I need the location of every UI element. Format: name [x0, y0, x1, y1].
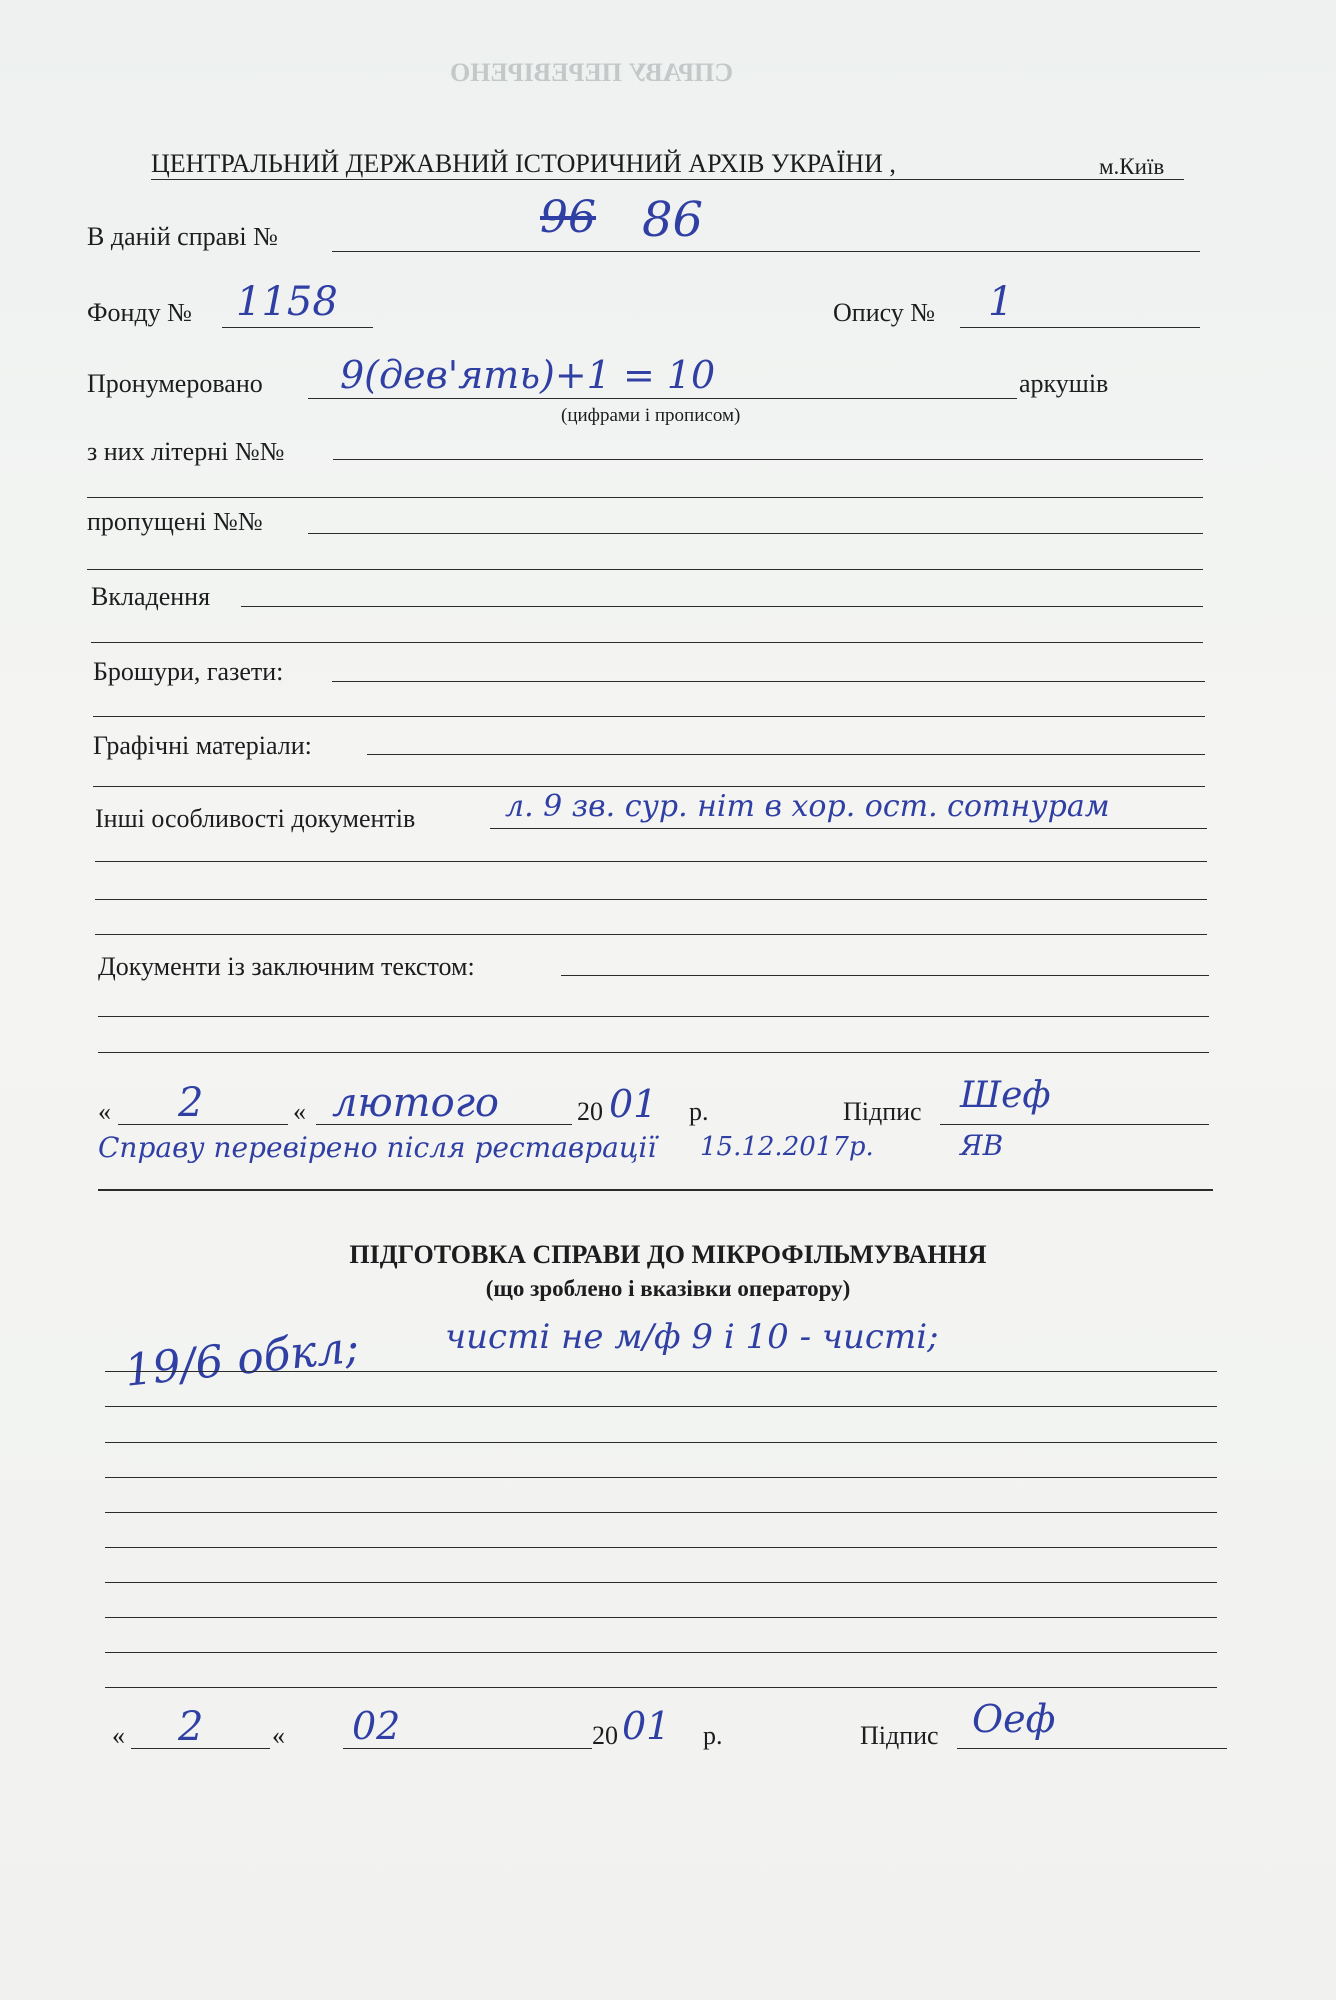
- opys-value: 1: [988, 279, 1014, 325]
- signature1: Шеф: [960, 1075, 1051, 1116]
- section-divider: [98, 1189, 1213, 1191]
- missing-numbers-label: пропущені №№: [87, 507, 263, 536]
- archive-header: ЦЕНТРАЛЬНИЙ ДЕРЖАВНИЙ ІСТОРИЧНИЙ АРХІВ УКРАЇНИ ,: [151, 149, 896, 178]
- header-underline: [151, 179, 1184, 180]
- date1-year-suffix: р.: [689, 1097, 709, 1126]
- fond-value: 1158: [236, 279, 338, 325]
- microfilm-line-1: [105, 1371, 1217, 1372]
- date2-quote-open: «: [112, 1721, 125, 1750]
- restoration-initials: ЯВ: [960, 1129, 1004, 1162]
- graphics-line-2: [93, 786, 1205, 787]
- letter-numbers-label: з них літерні №№: [87, 437, 285, 466]
- signature1-line: [940, 1124, 1209, 1125]
- signature2: Оеф: [972, 1697, 1056, 1741]
- attachments-line: [241, 606, 1203, 607]
- missing-numbers-line: [308, 533, 1203, 534]
- microfilm-line-5: [105, 1512, 1217, 1513]
- graphics-line: [367, 754, 1205, 755]
- graphics-label: Графічні матеріали:: [93, 731, 312, 760]
- numbered-value: 9(дев'ять)+1 = 10: [340, 353, 716, 397]
- date2-year-value: 01: [622, 1704, 671, 1748]
- date1-day-line: [118, 1124, 288, 1125]
- case-number-struck: 96: [540, 192, 596, 243]
- other-features-line-4: [95, 934, 1207, 935]
- other-features-line: [490, 828, 1207, 829]
- microfilm-line-2: [105, 1406, 1217, 1407]
- microfilm-line-7: [105, 1582, 1217, 1583]
- date1-month: лютого: [332, 1080, 499, 1126]
- missing-numbers-line-2: [87, 569, 1203, 570]
- microfilm-note-left: 19/6 обкл;: [122, 1321, 362, 1397]
- date2-year-prefix: 20: [592, 1721, 618, 1750]
- date1-quote-close: «: [293, 1097, 306, 1126]
- fond-label: Фонду №: [87, 298, 192, 327]
- opys-line: [960, 327, 1200, 328]
- numbered-line: [308, 398, 1017, 399]
- case-number-value: 86: [642, 192, 704, 248]
- letter-numbers-line: [333, 459, 1203, 460]
- restoration-note: Справу перевірено після реставрації: [98, 1131, 657, 1164]
- microfilm-line-8: [105, 1617, 1217, 1618]
- date1-year-value: 01: [609, 1082, 658, 1126]
- microfilm-line-3: [105, 1442, 1217, 1443]
- numbered-hint: (цифрами і прописом): [561, 405, 741, 426]
- microfilm-note-right: чисті не м/ф 9 і 10 - чисті;: [445, 1317, 939, 1357]
- microfilm-line-10: [105, 1687, 1217, 1688]
- brochures-line-2: [93, 716, 1205, 717]
- microfilm-line-6: [105, 1547, 1217, 1548]
- restoration-date: 15.12.2017р.: [700, 1132, 874, 1162]
- microfilm-line-9: [105, 1652, 1217, 1653]
- microfilm-title: ПІДГОТОВКА СПРАВИ ДО МІКРОФІЛЬМУВАННЯ: [349, 1240, 987, 1269]
- attachments-line-2: [91, 642, 1203, 643]
- final-text-line-2: [98, 1016, 1209, 1017]
- other-features-line-2: [95, 861, 1207, 862]
- numbered-suffix: аркушів: [1019, 369, 1109, 398]
- numbered-label: Пронумеровано: [87, 369, 263, 398]
- case-label: В даній справі №: [87, 222, 278, 251]
- date2-quote-close: «: [272, 1721, 285, 1750]
- date2-month-line: [343, 1748, 592, 1749]
- letter-numbers-line-2: [87, 497, 1203, 498]
- attachments-label: Вкладення: [91, 582, 211, 611]
- other-features-line-3: [95, 899, 1207, 900]
- date2-day: 2: [178, 1704, 204, 1750]
- brochures-label: Брошури, газети:: [93, 657, 284, 686]
- signature2-line: [957, 1748, 1227, 1749]
- other-features-value: л. 9 зв. сур. ніт в хор. ост. сотнурам: [505, 789, 1110, 824]
- signature2-label: Підпис: [860, 1721, 939, 1750]
- final-text-label: Документи із заключним текстом:: [98, 952, 475, 981]
- date2-month: 02: [352, 1704, 401, 1748]
- microfilm-line-4: [105, 1477, 1217, 1478]
- other-features-label: Інші особливості документів: [95, 804, 416, 833]
- date1-year-prefix: 20: [577, 1097, 603, 1126]
- date1-quote-open: «: [98, 1097, 111, 1126]
- brochures-line: [332, 681, 1205, 682]
- date1-day: 2: [178, 1080, 204, 1126]
- bleed-through-title: СПРАВУ ПЕРЕВІРЕНО: [450, 58, 734, 87]
- city-label: м.Київ: [1099, 154, 1165, 179]
- final-text-line: [561, 975, 1209, 976]
- final-text-line-3: [98, 1052, 1209, 1053]
- microfilm-subtitle: (що зроблено і вказівки оператору): [485, 1276, 851, 1301]
- signature1-label: Підпис: [843, 1097, 922, 1126]
- date2-year-suffix: р.: [703, 1721, 723, 1750]
- opys-label: Опису №: [833, 298, 936, 327]
- fond-line: [222, 327, 373, 328]
- case-number-line: [332, 251, 1200, 252]
